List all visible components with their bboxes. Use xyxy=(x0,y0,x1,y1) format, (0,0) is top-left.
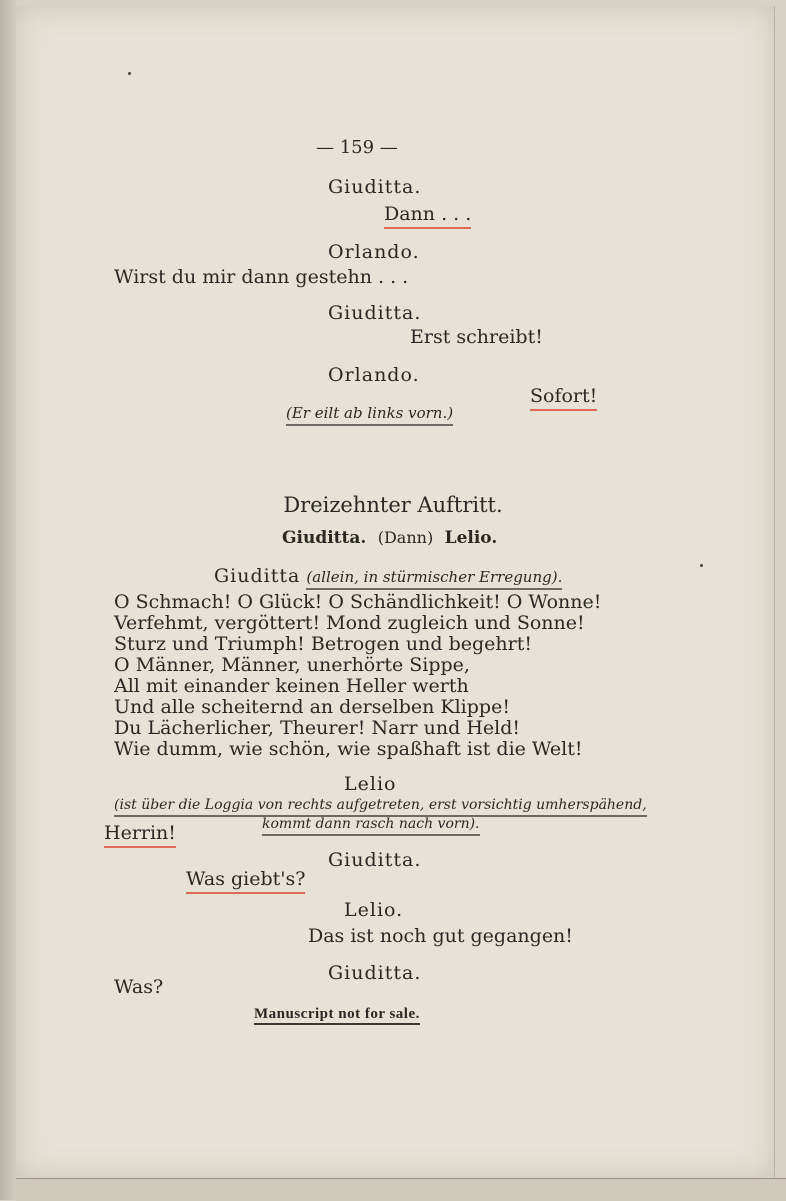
speaker-orlando: Orlando. xyxy=(328,241,420,263)
ink-speck xyxy=(128,72,131,75)
scene-title: Dreizehnter Auftritt. xyxy=(283,493,503,517)
red-underline: Was giebt's? xyxy=(186,868,305,894)
page-edge xyxy=(16,1178,786,1201)
verse-line: Du Lächerlicher, Theurer! Narr und Held! xyxy=(114,717,521,739)
red-underline: Sofort! xyxy=(530,385,597,411)
speaker-giuditta: Giuditta. xyxy=(328,176,422,198)
speaker-orlando: Orlando. xyxy=(328,364,420,386)
dialogue-line xyxy=(530,385,597,407)
verse-line: O Männer, Männer, unerhörte Sippe, xyxy=(114,654,470,676)
page-number: — 159 — xyxy=(316,137,398,158)
gray-underline: kommt dann rasch nach vorn). xyxy=(262,816,480,836)
ink-speck xyxy=(700,564,703,567)
stamp-text: Manuscript not for sale. xyxy=(254,1006,420,1025)
red-underline: Dann . . . xyxy=(384,203,471,229)
speaker-giuditta: Giuditta xyxy=(214,565,301,587)
dialogue-line: Was? xyxy=(114,976,164,998)
manuscript-stamp xyxy=(254,1001,420,1025)
speaker-giuditta: Giuditta. xyxy=(328,962,422,984)
verse-line: O Schmach! O Glück! O Schändlichkeit! O Wonne! xyxy=(114,591,602,613)
dialogue-line xyxy=(384,203,471,225)
red-underline: Herrin! xyxy=(104,822,176,848)
verse-line: All mit einander keinen Heller werth xyxy=(114,675,469,697)
dialogue-line xyxy=(104,822,176,844)
verse-line: Sturz und Triumph! Betrogen und begehrt! xyxy=(114,633,532,655)
speaker-giuditta: Giuditta. xyxy=(328,849,422,871)
speaker-lelio: Lelio. xyxy=(344,899,404,921)
speaker-with-direction xyxy=(214,565,562,588)
cast-lelio: Lelio. xyxy=(444,528,498,548)
verse-line: Wie dumm, wie schön, wie spaßhaft ist die Welt! xyxy=(114,738,583,760)
speaker-lelio: Lelio xyxy=(344,773,397,795)
stage-direction: (allein, in stürmischer Erregung). xyxy=(306,568,562,590)
book-binding xyxy=(0,0,16,1200)
speaker-giuditta: Giuditta. xyxy=(328,302,422,324)
cast-list xyxy=(282,527,497,549)
gray-underline: (ist über die Loggia von rechts aufgetreten, erst vorsichtig umherspähend, xyxy=(114,797,647,817)
cast-then: (Dann) xyxy=(377,528,434,547)
verse-line: Und alle scheiternd an derselben Klippe! xyxy=(114,696,510,718)
dialogue-line: Erst schreibt! xyxy=(410,326,543,348)
gray-underline: (Er eilt ab links vorn.) xyxy=(286,404,453,426)
dialogue-line: Das ist noch gut gegangen! xyxy=(308,925,573,947)
stage-direction xyxy=(286,402,453,424)
cast-giuditta: Giuditta. xyxy=(282,528,367,548)
stage-direction xyxy=(262,813,480,835)
verse-line: Verfehmt, vergöttert! Mond zugleich und Sonne! xyxy=(114,612,585,634)
dialogue-line: Wirst du mir dann gestehn . . . xyxy=(114,266,409,288)
dialogue-line xyxy=(186,868,305,890)
